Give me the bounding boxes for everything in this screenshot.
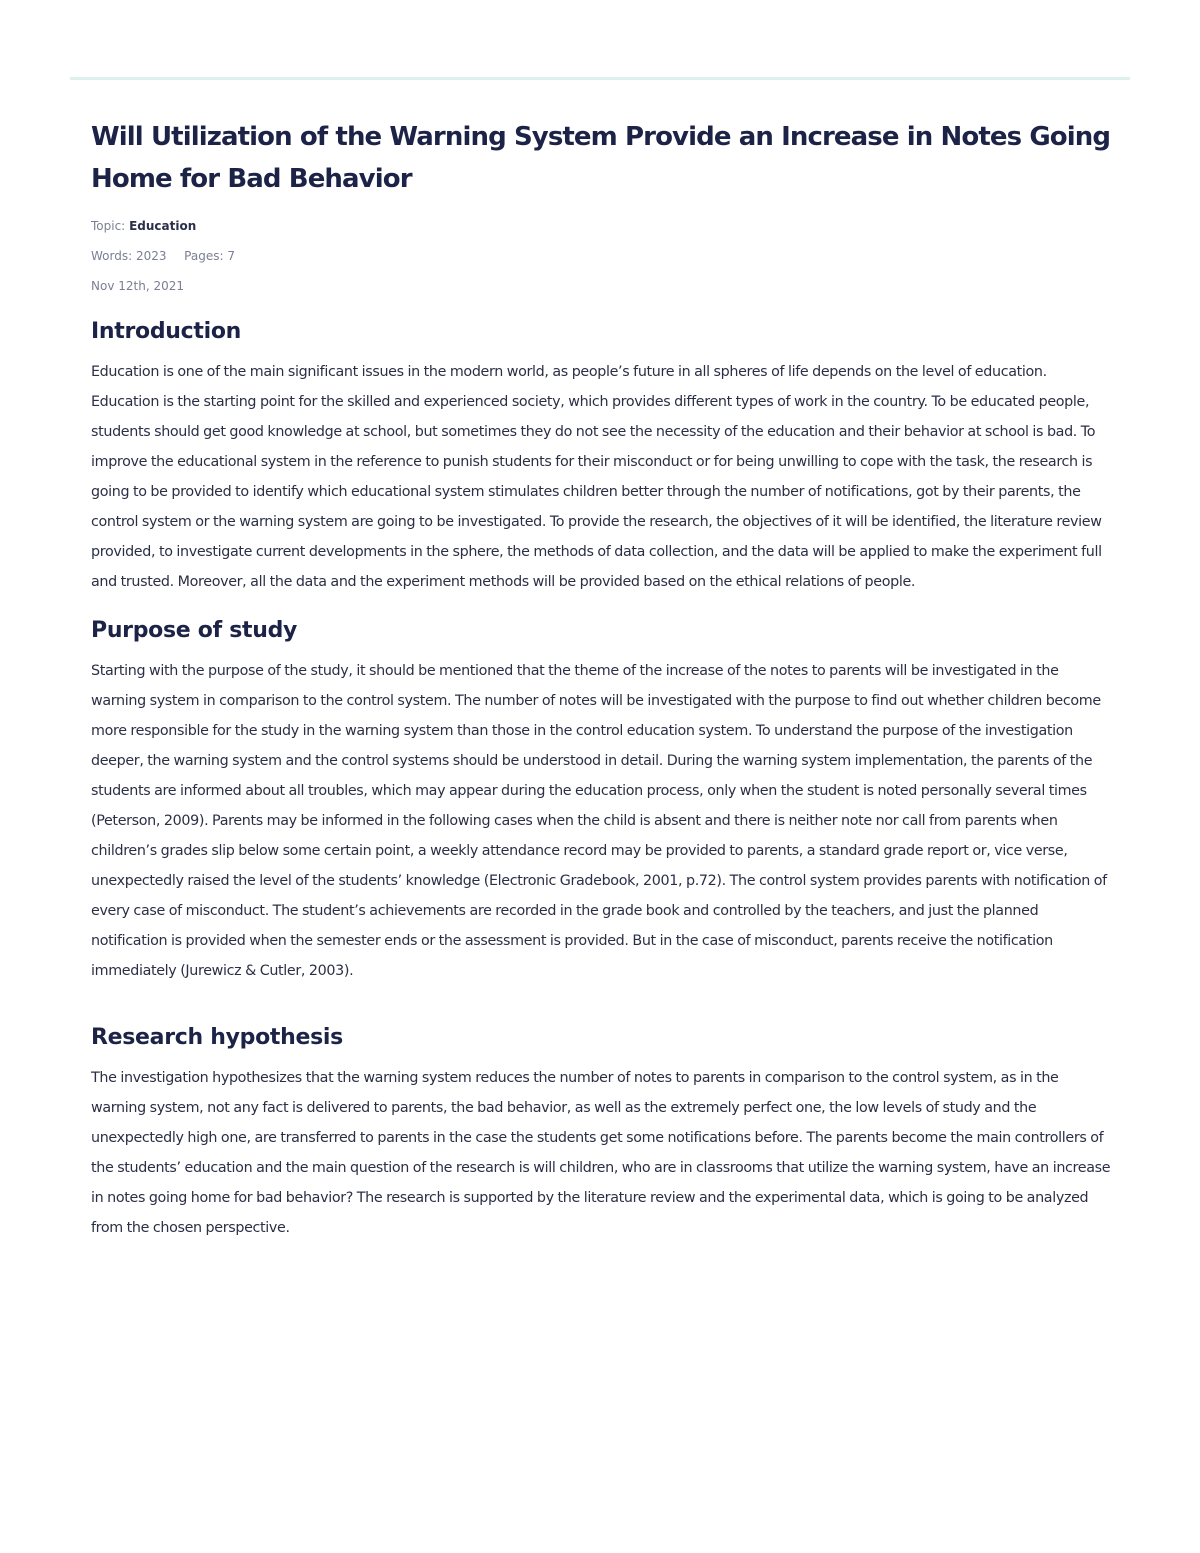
pages-value: 7 <box>227 249 235 263</box>
section-heading-introduction: Introduction <box>91 319 242 344</box>
top-divider <box>70 77 1130 80</box>
document-content <box>91 116 1113 1243</box>
topic-label: Topic: <box>91 219 126 233</box>
section-heading-hypothesis: Research hypothesis <box>91 1025 343 1050</box>
section-body-hypothesis: The investigation hypothesizes that the warning system reduces the number of notes to parents in comparison to the control system, as in the warning system, not any fact is delivered to parents, the bad behavior, as well as the extremely perfect one, the low levels of study and the unexpectedly high one, are transferred to parents in the case the students get some notifications before. The parents become the main controllers of the students’ education and the main question of the research is will children, who are in classrooms that utilize the warning system, have an increase in notes going home for bad behavior? The research is supported by the literature review and the experimental data, which is going to be analyzed from the chosen perspective. <box>91 1070 1111 1236</box>
section-heading-purpose: Purpose of study <box>91 618 298 643</box>
meta-counts <box>91 248 1113 264</box>
document-title: Will Utilization of the Warning System Provide an Increase in Notes Going Home for Bad Behavior <box>91 122 1111 194</box>
topic-value[interactable]: Education <box>129 219 197 233</box>
section-body-purpose: Starting with the purpose of the study, it should be mentioned that the theme of the increase of the notes to parents will be investigated in the warning system in comparison to the control system. The number of notes will be investigated with the purpose to find out whether children become more responsible for the study in the warning system than those in the control education system. To understand the purpose of the investigation deeper, the warning system and the control systems should be understood in detail. During the warning system implementation, the parents of the students are informed about all troubles, which may appear during the education process, only when the student is noted personally several times (Peterson, 2009). Parents may be informed in the following cases when the child is absent and there is neither note nor call from parents when children’s grades slip below some certain point, a weekly attendance record may be provided to parents, a standard grade report or, vice verse, unexpectedly raised the level of the students’ knowledge (Electronic Gradebook, 2001, p.72). The control system provides parents with notification of every case of misconduct. The student’s achievements are recorded in the grade book and controlled by the teachers, and just the planned notification is provided when the semester ends or the assessment is provided. But in the case of misconduct, parents receive the notification immediately (Jurewicz & Cutler, 2003). <box>91 663 1107 979</box>
section-body-introduction: Education is one of the main significant issues in the modern world, as people’s future in all spheres of life depends on the level of education. Education is the starting point for the skilled and experienced society, which provides different types of work in the country. To be educated people, students should get good knowledge at school, but sometimes they do not see the necessity of the education and their behavior at school is bad. To improve the educational system in the reference to punish students for their misconduct or for being unwilling to cope with the task, the research is going to be provided to identify which educational system stimulates children better through the number of notifications, got by their parents, the control system or the warning system are going to be investigated. To provide the research, the objectives of it will be identified, the literature review provided, to investigate current developments in the sphere, the methods of data collection, and the data will be applied to make the experiment full and trusted. Moreover, all the data and the experiment methods will be provided based on the ethical relations of people. <box>91 364 1102 590</box>
words-value: 2023 <box>135 249 167 263</box>
words-label: Words: <box>91 249 133 263</box>
publish-date: Nov 12th, 2021 <box>91 279 184 293</box>
pages-label: Pages: <box>184 249 224 263</box>
meta-topic <box>91 218 1113 234</box>
